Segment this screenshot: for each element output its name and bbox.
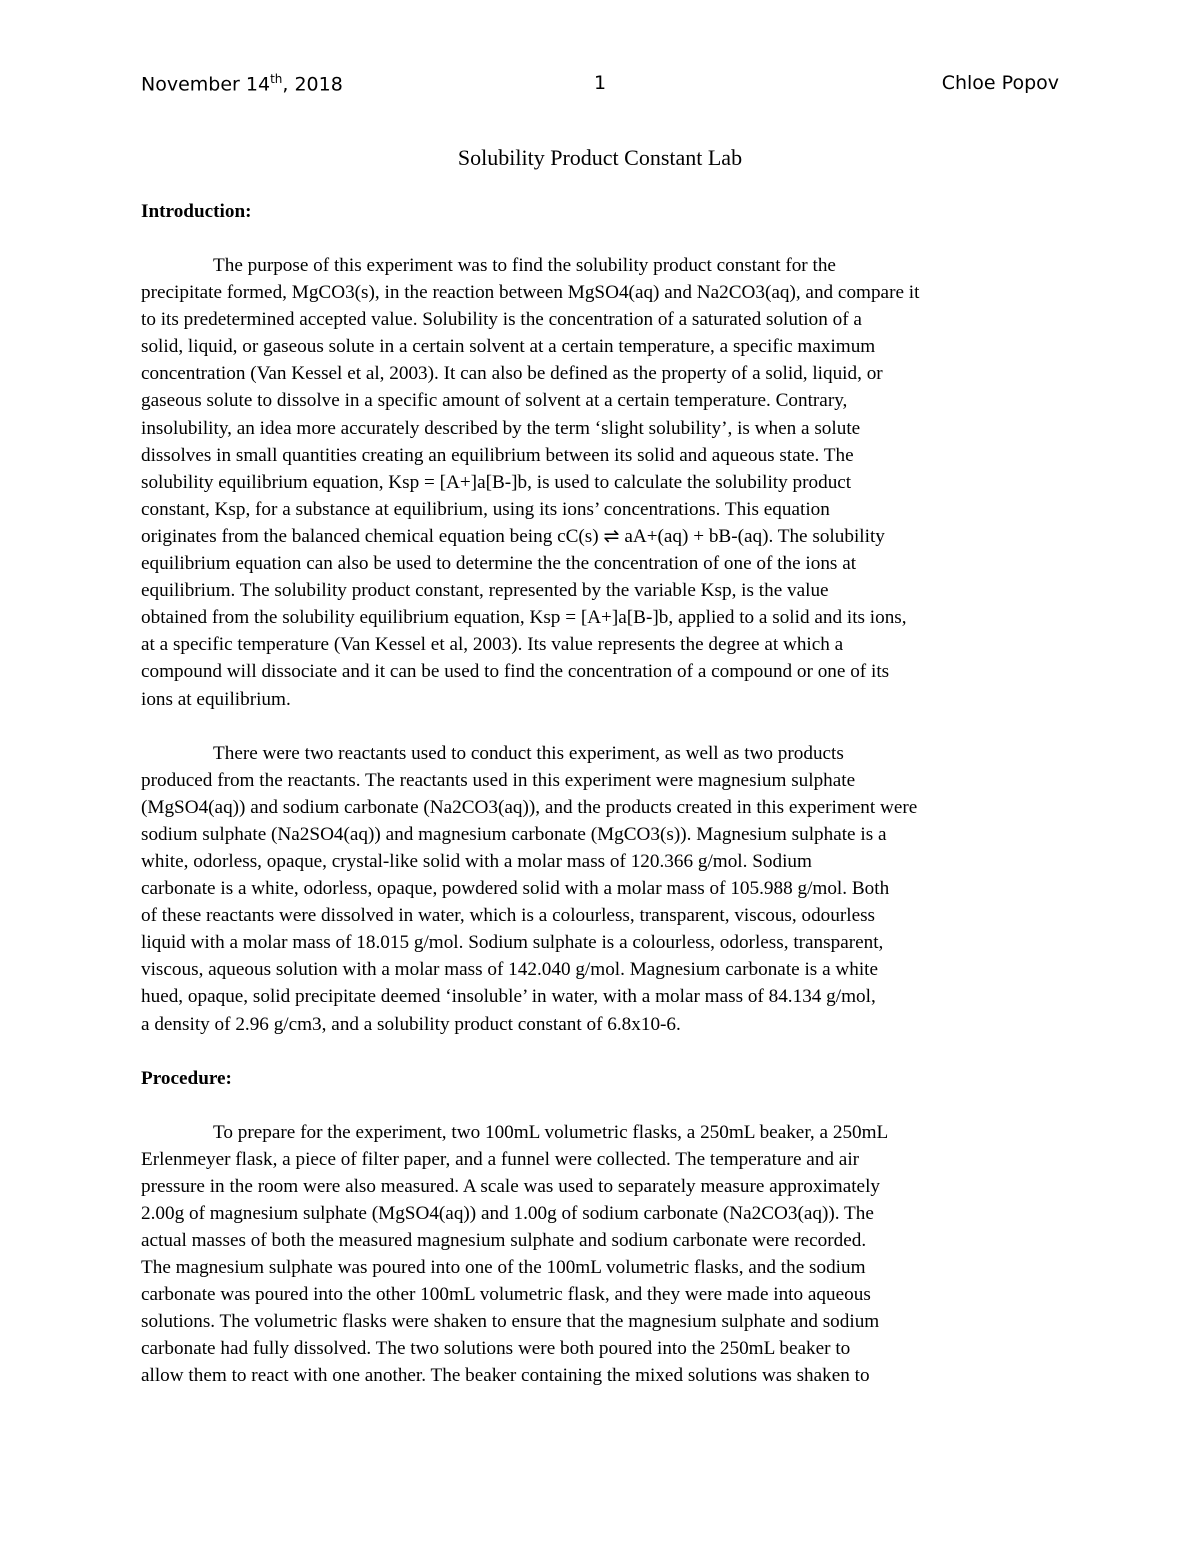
text-line: 2.00g of magnesium sulphate (MgSO4(aq)) and 1.00g of sodium carbonate (Na2CO3(aq)). The bbox=[141, 1202, 874, 1224]
text-line: compound will dissociate and it can be used to find the concentration of a compound or one of its bbox=[141, 661, 890, 683]
header-page-number: 1 bbox=[593, 72, 607, 94]
header-author: Chloe Popov bbox=[941, 72, 1059, 94]
text-line: liquid with a molar mass of 18.015 g/mol. Sodium sulphate is a colourless, odorless, transparent, bbox=[141, 932, 884, 954]
text-line: insolubility, an idea more accurately described by the term ‘slight solubility’, is when a solute bbox=[141, 417, 861, 439]
text-line: carbonate was poured into the other 100mL volumetric flask, and they were made into aqueous bbox=[141, 1284, 871, 1306]
text-line: allow them to react with one another. The beaker containing the mixed solutions was shaken to bbox=[141, 1365, 870, 1387]
text-line: concentration (Van Kessel et al, 2003). It can also be defined as the property of a solid, liquid, or bbox=[141, 363, 883, 385]
text-line: precipitate formed, MgCO3(s), in the reaction between MgSO4(aq) and Na2CO3(aq), and compare it bbox=[141, 282, 920, 304]
procedure-heading: Procedure: bbox=[141, 1067, 232, 1089]
document-body bbox=[141, 198, 1059, 1390]
introduction-paragraph-1 bbox=[141, 252, 1059, 713]
text-line: pressure in the room were also measured. A scale was used to separately measure approximately bbox=[141, 1175, 880, 1197]
text-line: obtained from the solubility equilibrium equation, Ksp = [A+]a[B-]b, applied to a solid and its ions, bbox=[141, 607, 907, 629]
text-line: The purpose of this experiment was to find the solubility product constant for the bbox=[213, 255, 836, 276]
text-line: actual masses of both the measured magnesium sulphate and sodium carbonate were recorded. bbox=[141, 1230, 867, 1251]
text-line: a density of 2.96 g/cm3, and a solubility product constant of 6.8x10-6. bbox=[141, 1013, 681, 1035]
page-header bbox=[141, 72, 1059, 102]
text-line: at a specific temperature (Van Kessel et al, 2003). Its value represents the degree at which a bbox=[141, 634, 844, 656]
text-line: to its predetermined accepted value. Solubility is the concentration of a saturated solution of a bbox=[141, 309, 862, 331]
text-line: solid, liquid, or gaseous solute in a certain solvent at a certain temperature, a specific maximum bbox=[141, 336, 876, 358]
text-line: carbonate is a white, odorless, opaque, powdered solid with a molar mass of 105.988 g/mol. Both bbox=[141, 878, 890, 900]
text-line: (MgSO4(aq)) and sodium carbonate (Na2CO3(aq)), and the products created in this experiment were bbox=[141, 796, 918, 818]
text-line: white, odorless, opaque, crystal-like solid with a molar mass of 120.366 g/mol. Sodium bbox=[141, 850, 812, 872]
introduction-heading: Introduction: bbox=[141, 201, 252, 222]
procedure-paragraph-1 bbox=[141, 1119, 1059, 1390]
text-line: solubility equilibrium equation, Ksp = [A+]a[B-]b, is used to calculate the solubility product bbox=[141, 471, 852, 493]
text-line: gaseous solute to dissolve in a specific amount of solvent at a certain temperature. Contrary, bbox=[141, 390, 848, 412]
text-line: constant, Ksp, for a substance at equilibrium, using its ions’ concentrations. This equation bbox=[141, 498, 830, 520]
text-line: of these reactants were dissolved in water, which is a colourless, transparent, viscous, odourless bbox=[141, 905, 876, 927]
introduction-paragraph-2 bbox=[141, 740, 1059, 1038]
document-title: Solubility Product Constant Lab bbox=[457, 145, 743, 170]
header-date: November 14th, 2018 bbox=[141, 72, 343, 96]
text-line: Erlenmeyer flask, a piece of filter paper, and a funnel were collected. The temperature and air bbox=[141, 1148, 860, 1170]
text-line: produced from the reactants. The reactants used in this experiment were magnesium sulphate bbox=[141, 769, 856, 791]
text-line: solutions. The volumetric flasks were shaken to ensure that the magnesium sulphate and sodium bbox=[141, 1311, 880, 1333]
text-line: ions at equilibrium. bbox=[141, 688, 291, 710]
text-line: hued, opaque, solid precipitate deemed ‘insoluble’ in water, with a molar mass of 84.134 g/mol, bbox=[141, 986, 876, 1008]
text-line: originates from the balanced chemical equation being cC(s) ⇌ aA+(aq) + bB-(aq). The solubility bbox=[141, 525, 885, 547]
text-line: To prepare for the experiment, two 100mL volumetric flasks, a 250mL beaker, a 250mL bbox=[213, 1121, 889, 1143]
text-line: carbonate had fully dissolved. The two solutions were both poured into the 250mL beaker to bbox=[141, 1338, 851, 1360]
text-line: sodium sulphate (Na2SO4(aq)) and magnesium carbonate (MgCO3(s)). Magnesium sulphate is a bbox=[141, 823, 887, 845]
text-line: The magnesium sulphate was poured into one of the 100mL volumetric flasks, and the sodium bbox=[141, 1257, 866, 1279]
text-line: equilibrium equation can also be used to determine the the concentration of one of the ions at bbox=[141, 553, 857, 575]
text-line: equilibrium. The solubility product constant, represented by the variable Ksp, is the value bbox=[141, 580, 829, 602]
text-line: There were two reactants used to conduct this experiment, as well as two products bbox=[213, 742, 844, 764]
text-line: viscous, aqueous solution with a molar mass of 142.040 g/mol. Magnesium carbonate is a white bbox=[141, 959, 879, 981]
text-line: dissolves in small quantities creating an equilibrium between its solid and aqueous state. The bbox=[141, 444, 854, 466]
